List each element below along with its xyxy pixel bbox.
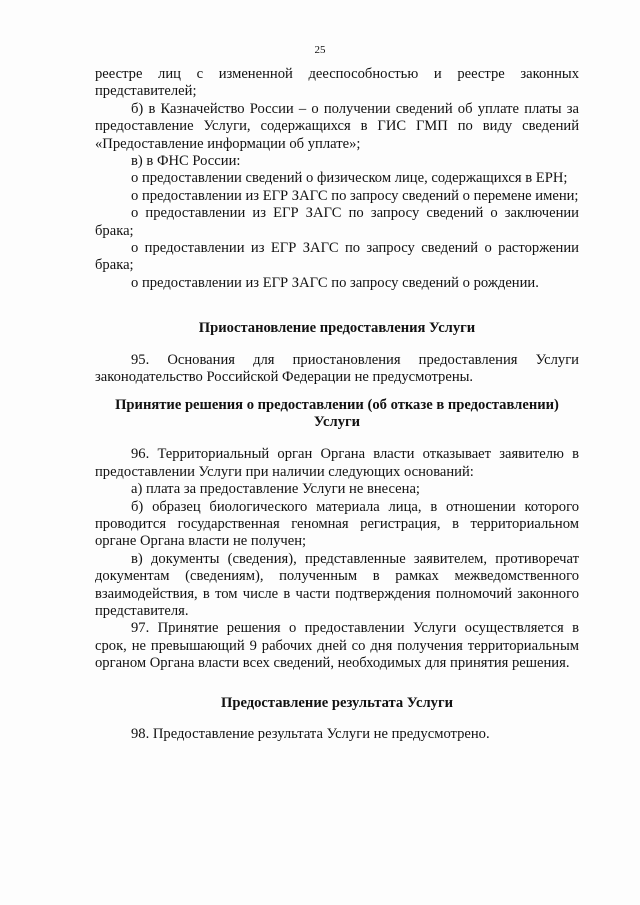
paragraph: реестре лиц с измененной дееспособностью и реестре законных представителей;: [95, 66, 579, 100]
paragraph: 95. Основания для приостановления предоставления Услуги законодательство Российской Федерации не предусмотрены.: [95, 351, 579, 386]
section-heading-decision: Принятие решения о предоставлении (об отказе в предоставлении) Услуги: [115, 396, 559, 430]
paragraph: 98. Предоставление результата Услуги не предусмотрено.: [131, 726, 490, 742]
paragraph: о предоставлении из ЕГР ЗАГС по запросу сведений о расторжении брака;: [95, 240, 579, 274]
paragraph: б) образец биологического материала лица, в отношении которого проводится государственная геномная регистрация, в территориальном органе Органа власти не получен;: [95, 498, 579, 550]
document-body: [95, 66, 579, 743]
paragraph: о предоставлении из ЕГР ЗАГС по запросу сведений о рождении.: [131, 274, 539, 291]
paragraph: о предоставлении из ЕГР ЗАГС по запросу сведений о перемене имени;: [131, 187, 579, 204]
paragraph: в) документы (сведения), представленные заявителем, противоречат документам (сведениям), полученным в рамках межведомственного взаимодействия, в том числе в части подтверждения полномочий законного представителя.: [95, 550, 579, 619]
section-heading-suspension: Приостановление предоставления Услуги: [198, 320, 476, 337]
paragraph: в) в ФНС России:: [131, 153, 241, 170]
paragraph: а) плата за предоставление Услуги не внесена;: [131, 481, 420, 498]
paragraph: о предоставлении сведений о физическом лице, содержащихся в ЕРН;: [131, 170, 568, 187]
paragraph: о предоставлении из ЕГР ЗАГС по запросу сведений о заключении брака;: [95, 205, 579, 239]
paragraph: 97. Принятие решения о предоставлении Услуги осуществляется в срок, не превышающий 9 рабочих дней со дня получения территориальным органом Органа власти всех сведений, необходимых для принятия решения.: [95, 620, 579, 672]
paragraph: 96. Территориальный орган Органа власти отказывает заявителю в предоставлении Услуги при наличии следующих оснований:: [95, 446, 579, 480]
paragraph: б) в Казначейство России – о получении сведений об уплате платы за предоставление Услуги, содержащихся в ГИС ГМП по виду сведений «Предоставление информации об уплате»;: [95, 100, 579, 152]
page-number: 25: [314, 44, 326, 56]
section-heading-result: Предоставление результата Услуги: [221, 694, 453, 711]
